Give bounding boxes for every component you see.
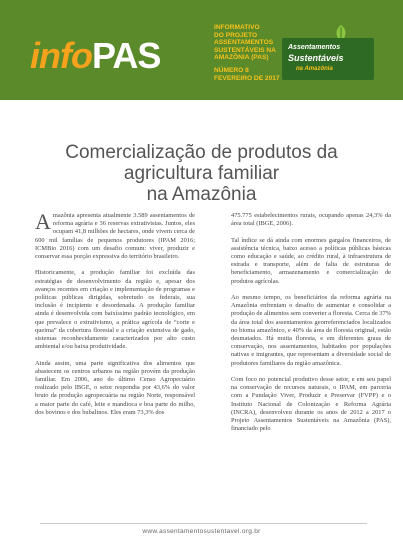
issue-line: INFORMATIVO: [214, 24, 260, 31]
newsletter-header: [0, 0, 403, 100]
paragraph: Com foco no potencial produtivo desse setor, e em seu papel na conservação de recursos naturais, o IPAM, em parceria com a Fundação Viver, Produzir e Preservar (FVPP) e o Instituto Nacional de Colonização e Reforma Agrária (INCRA), desenvolveu durante os anos de 2012 a 2017 o Projeto Assentamentos Sustentáveis na Amazônia (PAS), financiado pelo: [231, 376, 391, 433]
issue-line: DO PROJETO: [214, 31, 258, 39]
project-badge: [282, 38, 374, 80]
footer-divider: [40, 523, 367, 524]
badge-line-1: Assentamentos: [288, 44, 341, 51]
title-line: Comercialização de produtos da: [65, 142, 338, 163]
title-line: agricultura familiar: [123, 163, 280, 184]
paragraph: Historicamente, a produção familiar foi excluída das estratégias de desenvolvimento da região e, apesar dos avanços recentes em criação e implementação de programas e políticas públicas dirigidas, sobretudo os federais, sua inclusão é incipiente e desordenada. A produção familiar ainda é desenvolvida com baixíssimo padrão tecnológico, em que prevalece o extrativismo, a prática agrícola de “corte e queima” da cobertura florestal e a criação extensiva de gado, sistemas reconhecidamente caracterizados por alto custo ambiental e/ou baixa produtividade.: [35, 269, 195, 351]
issue-line: ASSENTAMENTOS: [214, 39, 274, 47]
badge-line-2: Sustentáveis: [288, 53, 344, 63]
paragraph: Tal índice se dá ainda com enormes gargalos financeiros, de assistência técnica, baixo acesso a políticas públicas básicas como educação e saúde, ao crédito rural, à infraestrutura de estrada e transporte, além de falta de estruturas de beneficiamento, armazenamento e comercialização de produtos agrícolas.: [231, 236, 391, 285]
article-column-right: [231, 212, 391, 442]
paragraph: Ao mesmo tempo, os beneficiários da reforma agrária na Amazônia enfrentam o desafio de aumentar e consolidar a produção de alimentos sem converter a floresta. Cerca de 37% da área total dos assentamentos georreferenciados localizados no bioma amazônico, e 40% da área de floresta original, estão desmatados. Há muita floresta, e em diferentes graus de conservação, nos assentamentos, habitados por populações nativas e imigrantes, que representam a diversidade social de produtores familiares da região amazônica.: [231, 294, 391, 367]
badge-line-3: na Amazônia: [296, 66, 333, 72]
issue-line: AMAZÔNIA (PAS): [214, 54, 269, 62]
paragraph: 475.775 estabelecimentos rurais, ocupando apenas 24,3% da área total (IBGE, 2006).: [231, 212, 391, 228]
logo-pas-text: PAS: [91, 35, 161, 76]
footer-url[interactable]: www.assentamentosustentavel.org.br: [142, 528, 261, 535]
drop-cap: A: [35, 209, 51, 234]
paragraph: Ainda assim, uma parte significativa dos alimentos que abastecem os centros urbanos na região provém da produção familiar. Em 2006, ano do último Censo Agropecuário realizado pelo IBGE, o setor respondia por 43,6% do valor bruto da produção agropecuária na região Norte, responsável a maior parte do café, leite e mandioca e boa parte do milho, dos bovinos e dos bubalinos. Eles eram 73,3% dos: [35, 359, 195, 416]
logo-info-text: info: [30, 35, 92, 76]
issue-number: NÚMERO 8: [214, 66, 249, 74]
infopas-logo: [30, 35, 161, 76]
article-title: [20, 142, 383, 205]
article-column-left: [35, 209, 195, 425]
paragraph-text: mazônia apresenta atualmente 3.589 assentamentos de reforma agrária e 36 reservas extrativistas. Juntos, eles ocupam 41,8 milhões de hectares, onde vivem cerca de 600 mil famílias de pequenos produtores (IPAM 2016; ICMBio 2016) com um desafio comum: viver, produzir e conservar essa porção expressiva do território brasileiro.: [35, 212, 195, 261]
issue-date: FEVEREIRO DE 2017: [214, 74, 280, 82]
issue-line: SUSTENTÁVEIS NA: [214, 46, 276, 54]
paragraph: [35, 209, 195, 261]
title-line: na Amazônia: [146, 184, 257, 205]
